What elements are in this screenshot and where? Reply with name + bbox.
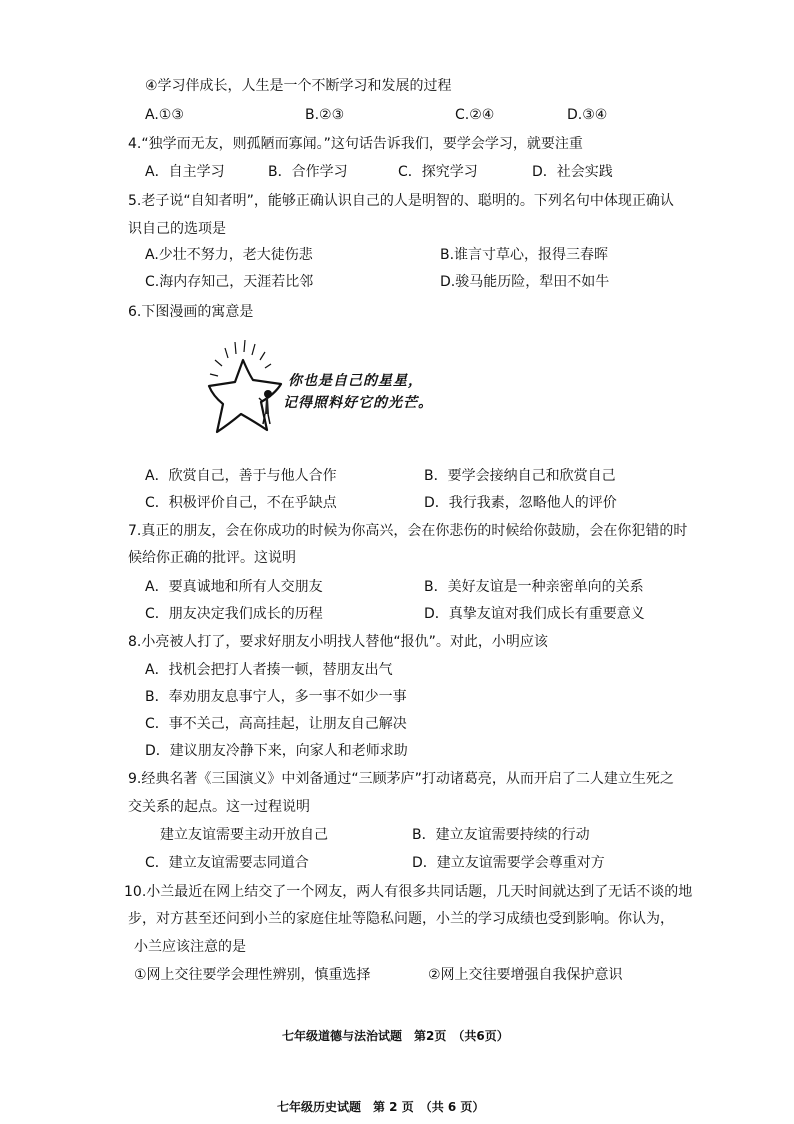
q6-option-c: C．积极评价自己，不在乎缺点 <box>145 495 337 511</box>
q4-option-a: A．自主学习 <box>145 164 225 180</box>
q10-stem-line2: 步，对方甚至还问到小兰的家庭住址等隐私问题，小兰的学习成绩也受到影响。你认为， <box>128 911 674 927</box>
q9-stem-line1: 9.经典名著《三国演义》中刘备通过“三顾茅庐”打动诸葛亮，从而开启了二人建立生死之 <box>128 771 674 787</box>
q8-stem: 8.小亮被人打了，要求好朋友小明找人替他“报仇”。对此，小明应该 <box>128 634 548 650</box>
q7-option-d: D．真挚友谊对我们成长有重要意义 <box>424 606 645 622</box>
q5-option-c: C.海内存知己，天涯若比邻 <box>145 274 314 290</box>
q4-option-d: D．社会实践 <box>532 164 613 180</box>
cartoon-caption-line2: 记得照料好它的光芒。 <box>283 395 433 411</box>
q9-option-d: D．建立友谊需要学会尊重对方 <box>412 855 605 871</box>
q7-option-a: A．要真诚地和所有人交朋友 <box>145 579 323 595</box>
q7-option-b: B．美好友谊是一种亲密单向的关系 <box>424 579 644 595</box>
q3-option-c: C.②④ <box>455 107 495 123</box>
q7-stem-line2: 候给你正确的批评。这说明 <box>128 550 296 566</box>
q6-option-d: D．我行我素，忽略他人的评价 <box>424 495 617 511</box>
q10-item-2: ②网上交往要增强自我保护意识 <box>428 967 623 983</box>
q8-option-b: B．奉劝朋友息事宁人，多一事不如少一事 <box>145 689 407 705</box>
q7-stem-line1: 7.真正的朋友，会在你成功的时候为你高兴，会在你悲伤的时候给你鼓励，会在你犯错的时 <box>128 523 688 539</box>
bottom-footer: 七年级历史试题 第 2 页 （共 6 页） <box>277 1100 485 1114</box>
q10-stem-line3: 小兰应该注意的是 <box>134 939 246 955</box>
q5-option-d: D.骏马能历险，犁田不如牛 <box>440 274 610 290</box>
q5-option-a: A.少壮不努力，老大徒伤悲 <box>145 247 313 263</box>
q9-option-a: 建立友谊需要主动开放自己 <box>160 827 328 843</box>
q8-option-d: D．建议朋友冷静下来，向家人和老师求助 <box>145 743 408 759</box>
cartoon-caption-line1: 你也是自己的星星， <box>288 373 423 389</box>
q5-stem-line2: 识自己的选项是 <box>128 221 226 237</box>
q3-item-4: ④学习伴成长，人生是一个不断学习和发展的过程 <box>145 78 452 94</box>
q4-option-b: B．合作学习 <box>268 164 348 180</box>
q10-stem-line1: 10.小兰最近在网上结交了一个网友，两人有很多共同话题，几天时间就达到了无话不谈的地 <box>124 884 693 900</box>
q5-option-b: B.谁言寸草心，报得三春晖 <box>440 247 609 263</box>
q6-option-b: B．要学会接纳自己和欣赏自己 <box>424 468 616 484</box>
star-icon <box>205 338 295 448</box>
q5-stem-line1: 5.老子说“自知者明”，能够正确认识自己的人是明智的、聪明的。下列名句中体现正确认 <box>128 193 674 209</box>
q6-option-a: A．欣赏自己，善于与他人合作 <box>145 468 337 484</box>
q4-stem: 4.“独学而无友，则孤陋而寡闻。”这句话告诉我们，要学会学习，就要注重 <box>128 136 583 152</box>
q4-option-c: C．探究学习 <box>398 164 478 180</box>
q3-option-b: B.②③ <box>305 107 345 123</box>
q3-option-a: A.①③ <box>145 107 184 123</box>
q10-item-1: ①网上交往要学会理性辨别，慎重选择 <box>134 967 371 983</box>
page-footer: 七年级道德与法治试题 第2页 （共6页） <box>282 1029 509 1043</box>
q8-option-c: C．事不关己，高高挂起，让朋友自己解决 <box>145 716 407 732</box>
q3-option-d: D.③④ <box>567 107 608 123</box>
star-cartoon <box>205 338 465 448</box>
q7-option-c: C．朋友决定我们成长的历程 <box>145 606 323 622</box>
q9-option-c: C．建立友谊需要志同道合 <box>145 855 309 871</box>
q8-option-a: A．找机会把打人者揍一顿，替朋友出气 <box>145 662 393 678</box>
q6-stem: 6.下图漫画的寓意是 <box>128 304 254 320</box>
q9-stem-line2: 交关系的起点。这一过程说明 <box>128 799 310 815</box>
q9-option-b: B．建立友谊需要持续的行动 <box>412 827 590 843</box>
